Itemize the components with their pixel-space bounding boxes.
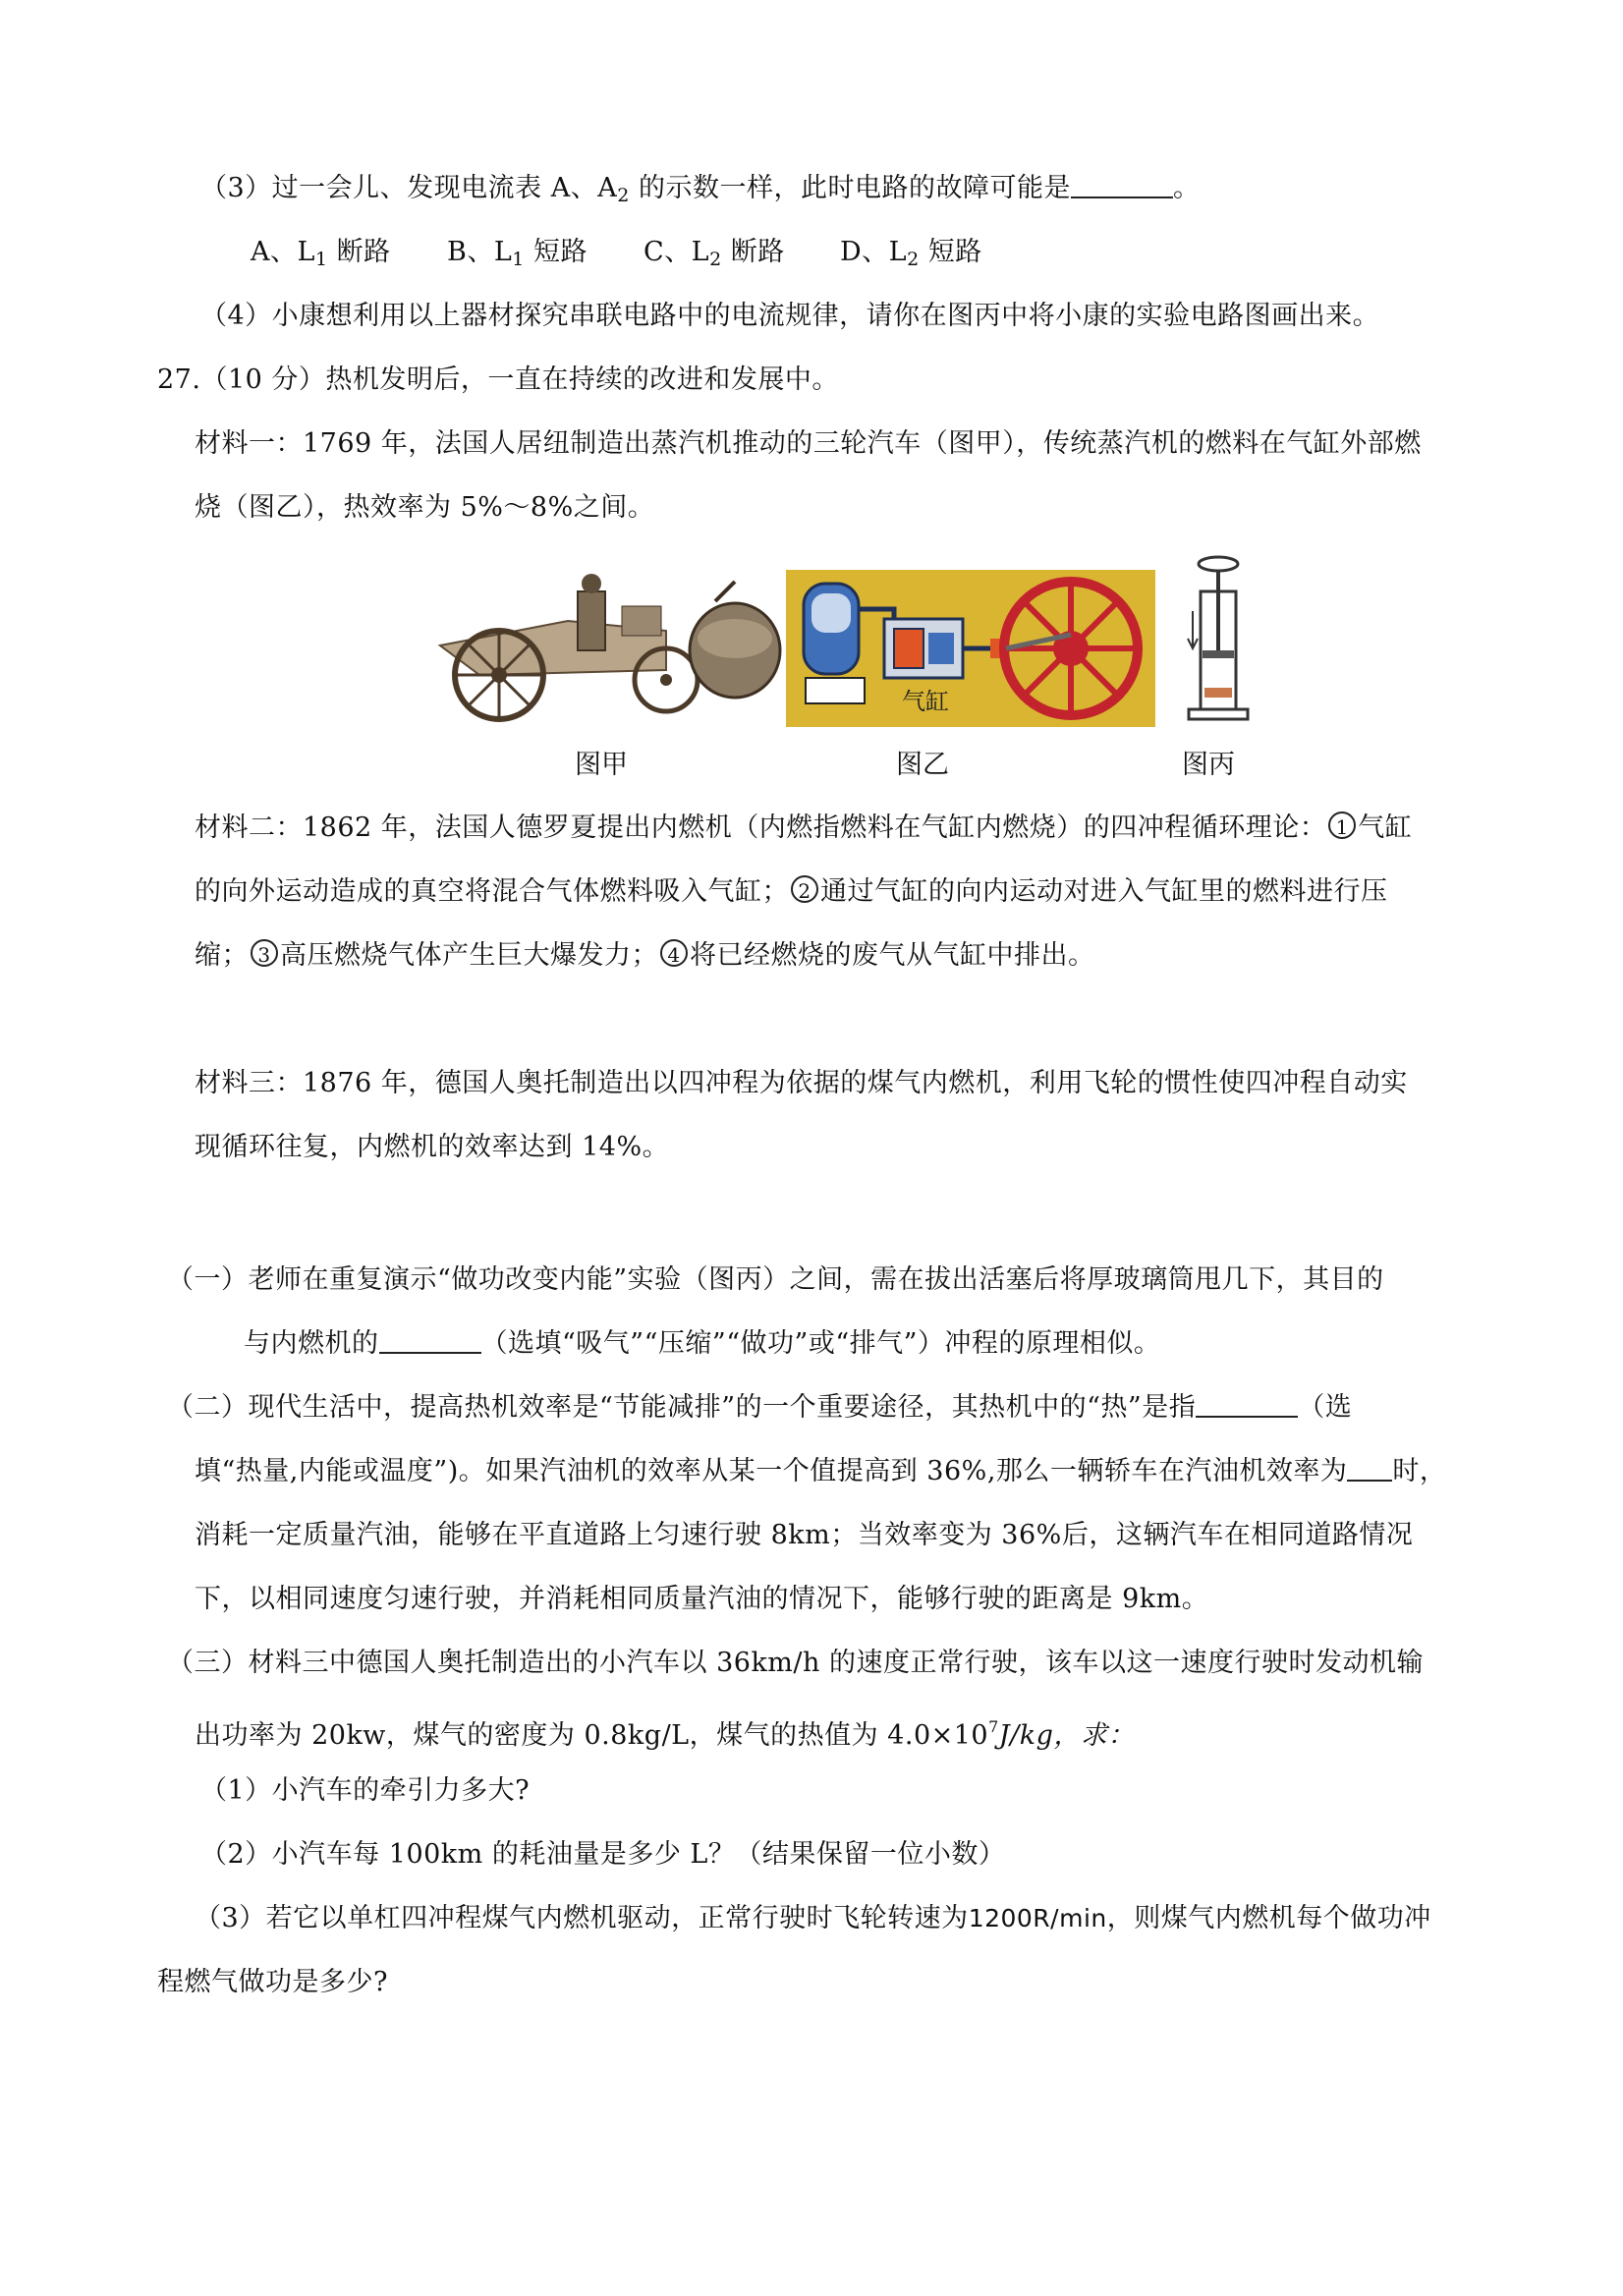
option-b[interactable]: B、$L_1$ 短路 [447,237,588,270]
material3-line2: 现循环往复，内燃机的效率达到 14%。 [195,1132,670,1162]
fire-syringe-diagram [1179,552,1258,733]
part3-q1: （1）小汽车的牵引力多大? [200,1775,531,1806]
circled-number-4: 4 [660,939,688,967]
q26-part4-line: （4）小康想利用以上器材探究串联电路中的电流规律，请你在图丙中将小康的实验电路图画出来。 [200,301,1380,331]
part3-q2: （2）小汽车每 100km 的耗油量是多少 L？（结果保留一位小数） [200,1839,1006,1870]
circled-number-2: 2 [791,875,818,903]
part1-line2: 与内燃机的 （选填“吸气”“压缩”“做功”或“排气”）冲程的原理相似。 [244,1324,1160,1364]
steam-car-illustration [420,552,784,729]
circled-number-1: 1 [1328,812,1356,839]
cylinder-label: 气缸 [902,688,949,715]
part2-line1: （二）现代生活中，提高热机效率是“节能减排”的一个重要途径，其热机中的“热”是指 （选 [167,1388,1352,1428]
part3-q3-line2: 程燃气做功是多少? [157,1967,388,1997]
answer-blank[interactable] [1071,169,1173,198]
circled-number-3: 3 [251,939,278,967]
material1-line2: 烧（图乙），热效率为 5%～8%之间。 [195,492,655,523]
option-a[interactable]: A、$L_1$ 断路 [251,237,391,270]
material2-line1: 材料二：1862 年，法国人德罗夏提出内燃机（内燃指燃料在气缸内燃烧）的四冲程循环理论： 1 气缸 [195,812,1413,843]
part1-line1: （一）老师在重复演示“做功改变内能”实验（图丙）之间，需在拔出活塞后将厚玻璃筒甩几下，其目的 [167,1264,1384,1295]
q26-part3-line: （3）过一会儿、发现电流表 A、$A_2$ 的示数一样，此时电路的故障可能是 。 [200,169,1200,215]
material2-line2: 的向外运动造成的真空将混合气体燃料吸入气缸； 2 通过气缸的向内运动对进入气缸里的燃料进行压 [195,876,1388,907]
q26-options [251,233,1036,279]
answer-blank[interactable] [1347,1452,1392,1482]
figure-caption-yi: 图乙 [896,750,949,780]
material1-line1: 材料一：1769 年，法国人居纽制造出蒸汽机推动的三轮汽车（图甲），传统蒸汽机的燃料在气缸外部燃 [195,428,1422,459]
part3-line1: （三）材料三中德国人奥托制造出的小汽车以 36km/h 的速度正常行驶，该车以这一速度行驶时发动机输 [167,1648,1424,1678]
q27-header: 27.（10 分）热机发明后，一直在持续的改进和发展中。 [157,364,839,395]
part2-line4: 下，以相同速度匀速行驶，并消耗相同质量汽油的情况下，能够行驶的距离是 9km。 [195,1584,1209,1614]
answer-blank[interactable] [379,1324,481,1354]
answer-blank[interactable] [1196,1388,1298,1418]
figure-caption-bing: 图丙 [1182,750,1235,780]
part3-q3-line1: （3）若它以单杠四冲程煤气内燃机驱动，正常行驶时飞轮转速为1200R/min，则煤气内燃机每个做功冲 [195,1903,1431,1933]
figure-caption-jia: 图甲 [575,750,628,780]
part2-line2: 填“热量,内能或温度”)。如果汽油机的效率从某一个值提高到 36%,那么一辆轿车在汽油机效率为 时， [195,1452,1446,1491]
part2-line3: 消耗一定质量汽油，能够在平直道路上匀速行驶 8km；当效率变为 36%后，这辆汽车在相同道路情况 [195,1520,1414,1550]
part3-line2: 出功率为 20kw，煤气的密度为 0.8kg/L，煤气的热值为 $4.0\times 10^7J/kg$，求： [195,1717,1135,1751]
material2-line3: 缩； 3 高压燃烧气体产生巨大爆发力； 4 将已经燃烧的废气从气缸中排出。 [195,940,1095,971]
option-d[interactable]: D、$L_2$ 短路 [840,237,982,270]
material3-line1: 材料三：1876 年，德国人奥托制造出以四冲程为依据的煤气内燃机，利用飞轮的惯性使四冲程自动实 [195,1068,1408,1098]
option-c[interactable]: C、$L_2$ 断路 [644,237,785,270]
external-combustion-engine-diagram [786,570,1155,727]
